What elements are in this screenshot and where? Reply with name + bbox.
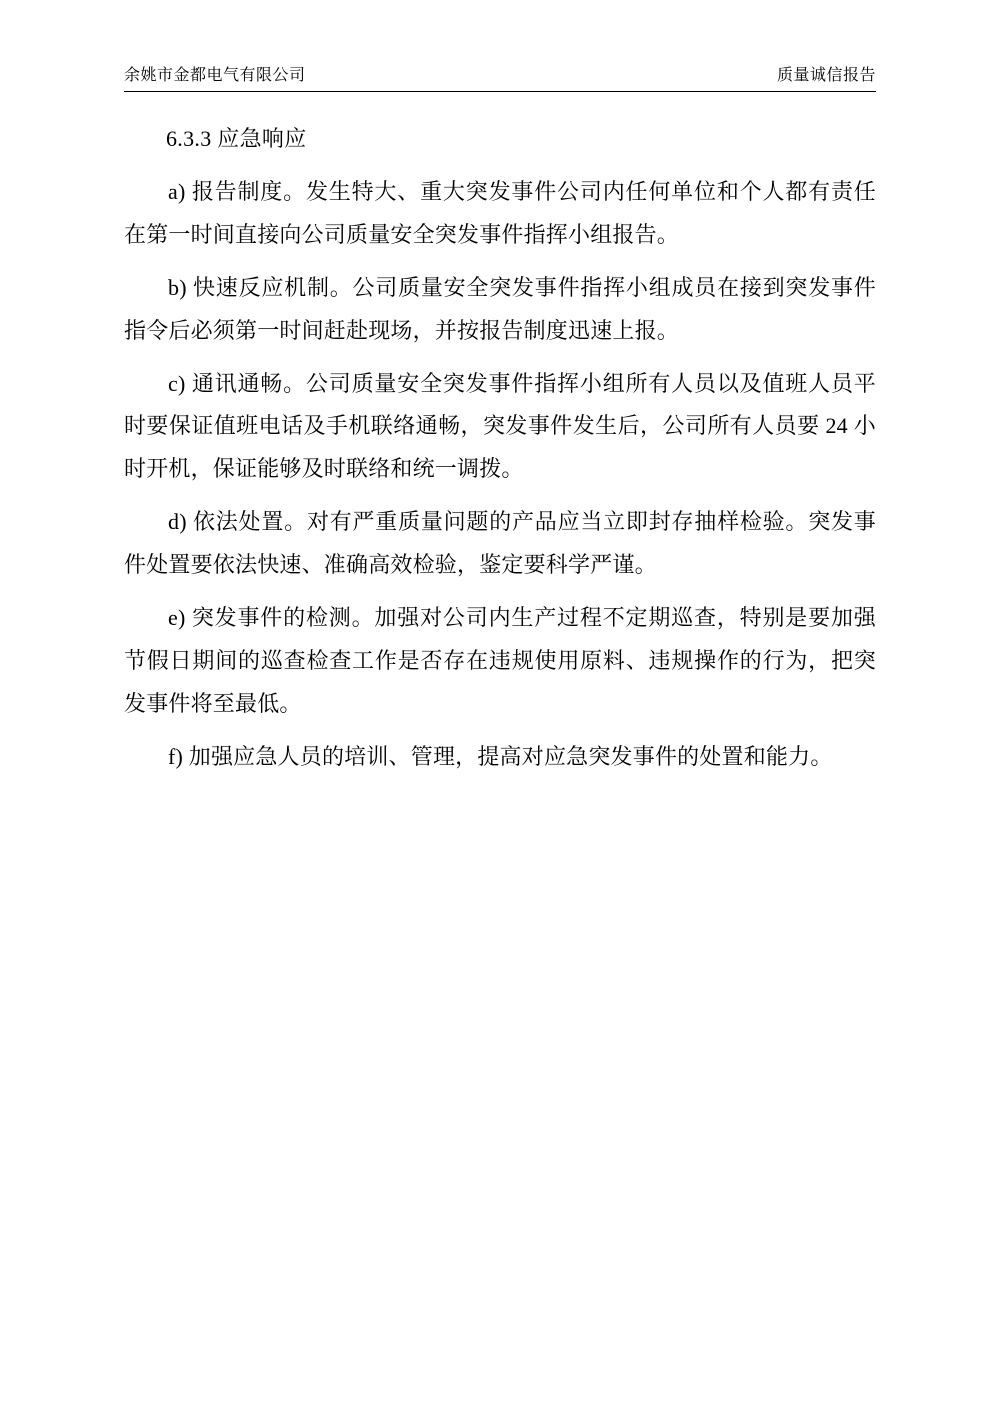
document-body bbox=[124, 122, 876, 789]
page-header bbox=[124, 62, 876, 92]
header-company-name: 余姚市金都电气有限公司 bbox=[124, 67, 306, 84]
paragraph-d: d) 依法处置。对有严重质量问题的产品应当立即封存抽样检验。突发事件处置要依法快速、准确高效检验，鉴定要科学严谨。 bbox=[124, 509, 876, 578]
paragraph-a: a) 报告制度。发生特大、重大突发事件公司内任何单位和个人都有责任在第一时间直接向公司质量安全突发事件指挥小组报告。 bbox=[124, 179, 876, 247]
paragraph-c: c) 通讯通畅。公司质量安全突发事件指挥小组所有人员以及值班人员平时要保证值班电话及手机联络通畅，突发事件发生后，公司所有人员要 24 小时开机，保证能够及时联络和统一调拨。 bbox=[124, 370, 876, 482]
paragraph-b: b) 快速反应机制。公司质量安全突发事件指挥小组成员在接到突发事件指令后必须第一时间赶赴现场，并按报告制度迅速上报。 bbox=[124, 274, 876, 343]
header-document-title: 质量诚信报告 bbox=[776, 67, 876, 84]
paragraph-f: f) 加强应急人员的培训、管理，提高对应急突发事件的处置和能力。 bbox=[168, 743, 833, 769]
section-heading: 6.3.3 应急响应 bbox=[166, 126, 307, 151]
paragraph-e: e) 突发事件的检测。加强对公司内生产过程不定期巡查，特别是要加强节假日期间的巡查检查工作是否存在违规使用原料、违规操作的行为，把突发事件将至最低。 bbox=[124, 605, 876, 716]
